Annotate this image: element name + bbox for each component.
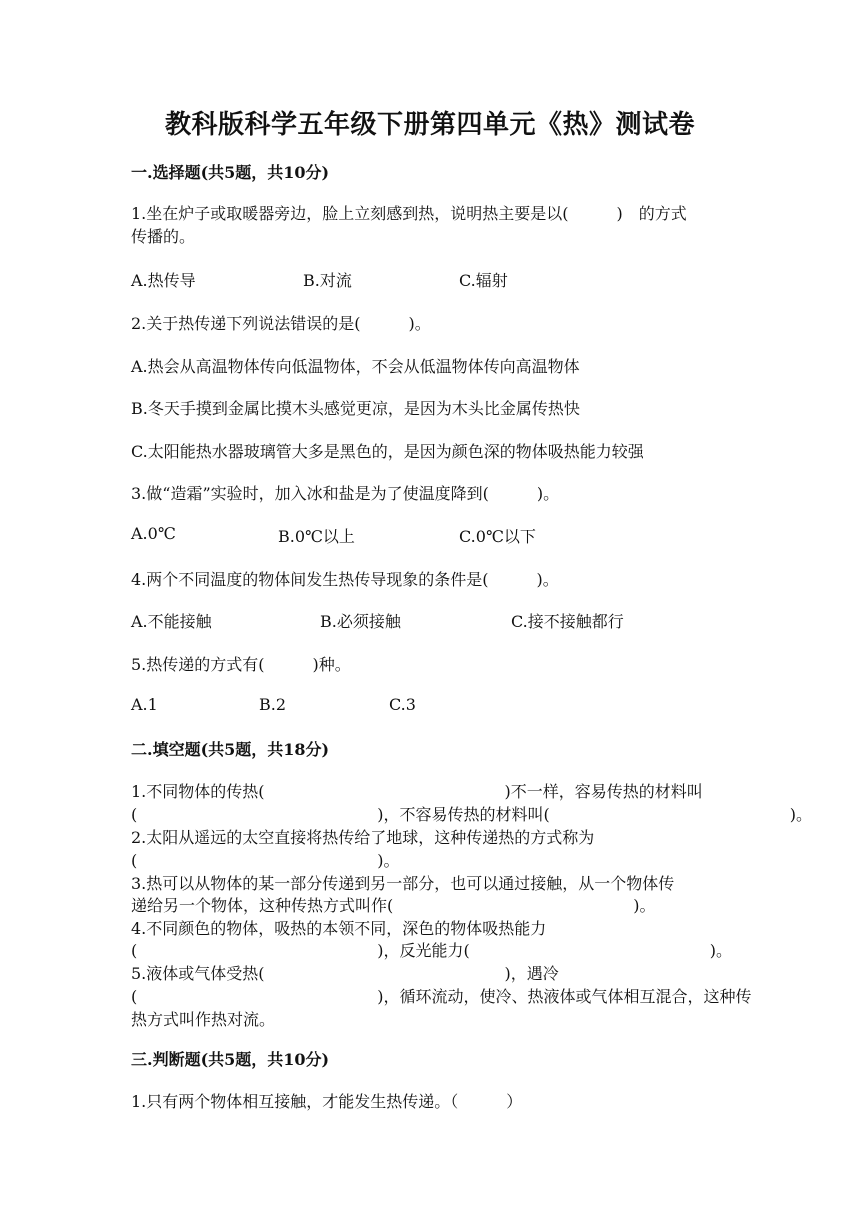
- fill-line: 1.不同物体的传热( )不一样，容易传热的材料叫: [131, 782, 703, 801]
- question-3-option-a: A.0℃: [131, 524, 176, 543]
- fill-line: 3.热可以从物体的某一部分传递到另一部分，也可以通过接触，从一个物体传: [131, 874, 675, 893]
- question-1-option-a: A.热传导: [131, 271, 196, 290]
- question-3-line-1: 3.做“造霜”实验时，加入冰和盐是为了使温度降到( )。: [131, 484, 560, 503]
- fill-line: 5.液体或气体受热( )，遇冷: [131, 964, 559, 983]
- question-3-option-b: B.0℃以上: [278, 527, 355, 546]
- judge-question-1: 1.只有两个物体相互接触，才能发生热传递。（ ）: [131, 1092, 523, 1111]
- fill-line: ( )，不容易传热的材料叫( )。: [131, 805, 812, 824]
- question-5-option-c: C.3: [389, 695, 416, 714]
- section-heading-choice: 一.选择题(共5题，共10分): [131, 163, 330, 182]
- fill-line: 递给另一个物体，这种传热方式叫作( )。: [131, 896, 656, 915]
- question-1-option-b: B.对流: [303, 271, 352, 290]
- fill-line: 2.太阳从遥远的太空直接将热传给了地球，这种传递热的方式称为: [131, 828, 595, 847]
- question-3-option-c: C.0℃以下: [459, 527, 536, 546]
- question-2-line-1: 2.关于热传递下列说法错误的是( )。: [131, 314, 431, 333]
- question-1-option-c: C.辐射: [459, 271, 508, 290]
- fill-line: ( )。: [131, 851, 400, 870]
- question-4-option-a: A.不能接触: [131, 612, 212, 631]
- fill-line: ( )，循环流动，使冷、热液体或气体相互混合，这种传: [131, 987, 752, 1006]
- question-5-option-b: B.2: [259, 695, 287, 714]
- question-5-option-a: A.1: [131, 695, 158, 714]
- fill-line: ( )，反光能力( )。: [131, 941, 732, 960]
- section-heading-judge: 三.判断题(共5题，共10分): [131, 1050, 330, 1069]
- question-1-line-2: 传播的。: [131, 227, 196, 246]
- question-2-option-c: C.太阳能热水器玻璃管大多是黑色的，是因为颜色深的物体吸热能力较强: [131, 442, 644, 461]
- section-heading-fill: 二.填空题(共5题，共18分): [131, 740, 330, 759]
- fill-line: 热方式叫作热对流。: [131, 1010, 276, 1029]
- question-4-line-1: 4.两个不同温度的物体间发生热传导现象的条件是( )。: [131, 570, 559, 589]
- question-2-option-b: B.冬天手摸到金属比摸木头感觉更凉，是因为木头比金属传热快: [131, 399, 580, 418]
- question-1-line-1: 1.坐在炉子或取暖器旁边，脸上立刻感到热，说明热主要是以( ) 的方式: [131, 204, 687, 223]
- question-2-option-a: A.热会从高温物体传向低温物体，不会从低温物体传向高温物体: [131, 357, 580, 376]
- page-title: 教科版科学五年级下册第四单元《热》测试卷: [164, 110, 695, 140]
- fill-line: 4.不同颜色的物体，吸热的本领不同，深色的物体吸热能力: [131, 919, 547, 938]
- question-4-option-b: B.必须接触: [320, 612, 401, 631]
- question-5-line-1: 5.热传递的方式有( )种。: [131, 655, 351, 674]
- question-4-option-c: C.接不接触都行: [511, 612, 624, 631]
